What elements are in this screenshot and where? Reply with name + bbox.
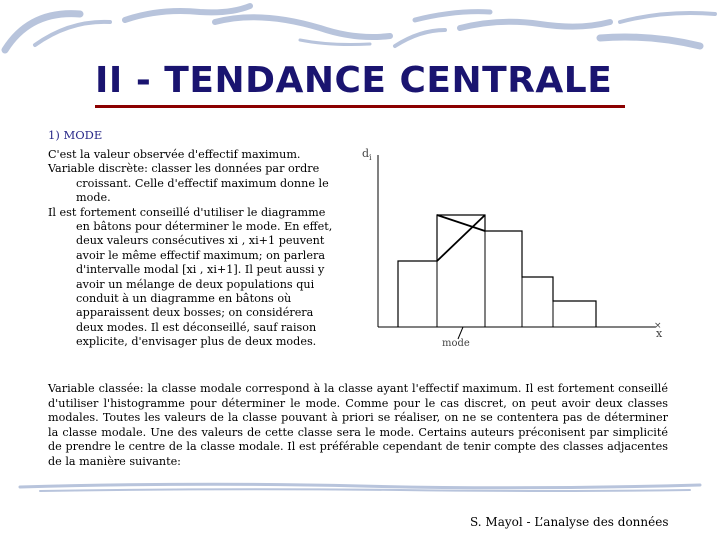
title-text: II - TENDANCE CENTRALE (95, 60, 613, 101)
mode-histogram-figure (360, 143, 683, 358)
bottom-decoration (0, 478, 720, 498)
paragraph-discrete: Variable discrète: classer les données par ordre croissant. Celle d'effectif maximum donne le mode. (48, 162, 329, 205)
paragraph-bar-diagram: Il est fortement conseillé d'utiliser le diagramme en bâtons pour déterminer le mode. En effet, deux valeurs consécutives xi , xi+1 peuvent avoir le même effectif maximum; on parlera d'intervalle modal [xi , xi+1]. Il peut aussi y avoir un mélange de deux populations qui conduit à un diagramme en bâtons où apparaissent deux bosses; on considérera deux modes. Il est déconseillé, sauf raison explicite, d'envisager plus de deux modes. (48, 205, 333, 349)
x-axis-arrow: × (654, 321, 662, 331)
y-axis-label: $d_i$ (362, 147, 372, 162)
section-heading: 1) MODE (48, 128, 103, 142)
x-axis-label: x (656, 327, 663, 340)
slide-title (95, 60, 635, 110)
title-underline (95, 105, 625, 108)
left-text-column (48, 148, 333, 350)
footer-credit: S. Mayol - L’analyse des données (470, 515, 669, 529)
paragraph-definition: C'est la valeur observée d'effectif maximum. (48, 148, 301, 161)
classed-variable-paragraph: Variable classée: la classe modale correspond à la classe ayant l'effectif maximum. Il est fortement conseillé d'utiliser l'histogramme pour déterminer le mode. Comme pour le cas discret, on peut avoir deux classes modales. Toutes les valeurs de la classe pouvant à priori se réaliser, on ne se contentera pas de déterminer la classe modale. Une des valeurs de cette classe sera le mode. Certains auteurs préconisent par simplicité de prendre le centre de la classe modale. Il est préférable cependant de tenir compte des classes adjacentes de la manière suivante: (48, 382, 668, 468)
mode-label: mode (442, 338, 470, 349)
